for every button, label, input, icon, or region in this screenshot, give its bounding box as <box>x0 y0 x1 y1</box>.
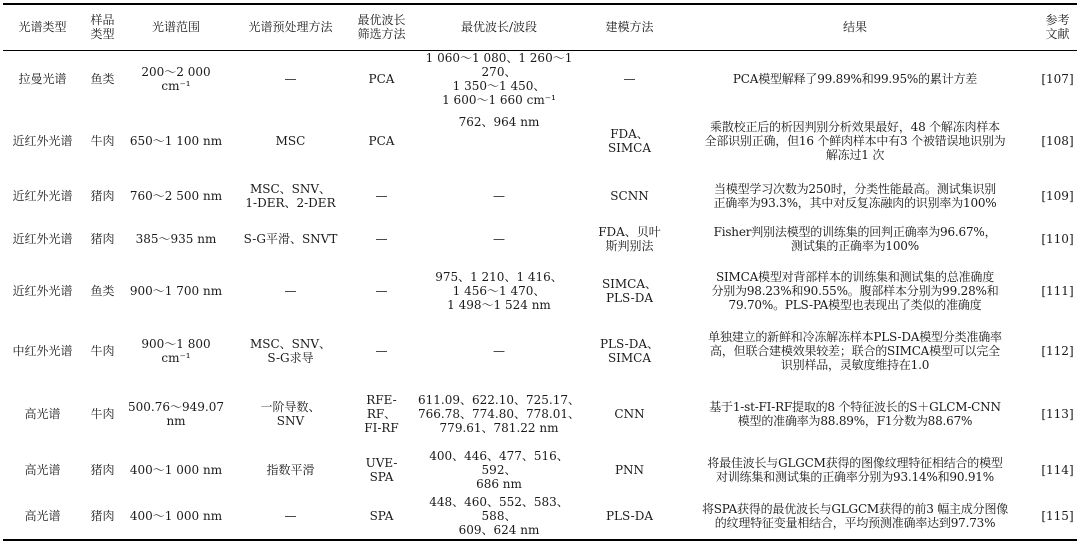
table-cell: — <box>229 494 352 540</box>
data-table <box>3 3 1077 541</box>
table-cell: 高光谱 <box>3 494 82 540</box>
table-cell: 900～1 700 nm <box>129 283 223 298</box>
table-cell: 近红外光谱 <box>12 283 73 298</box>
table-cell: — <box>493 343 505 358</box>
table-cell: — <box>493 232 505 246</box>
table-cell: 猪肉 <box>82 494 123 540</box>
table-cell: 猪肉 <box>90 232 115 246</box>
table-cell: — <box>284 283 297 298</box>
table-cell: 鱼类 <box>90 283 115 298</box>
table-cell: MSC、SNV、 S-G求导 <box>249 336 332 365</box>
table-row <box>3 261 1077 321</box>
table-cell: — <box>623 71 636 86</box>
header-cell: 参考 文献 <box>1038 4 1077 50</box>
table-cell: 900～1 800 cm⁻¹ <box>141 336 211 365</box>
table-cell: — <box>375 232 388 246</box>
table-cell: — <box>375 283 388 298</box>
table-cell: PLS-DA <box>587 494 672 540</box>
table-cell: — <box>493 189 505 203</box>
table-cell: — <box>375 343 388 358</box>
table-cell: FDA、 SIMCA <box>607 126 652 155</box>
table-cell: PLS-DA、 SIMCA <box>599 336 660 365</box>
table-cell: — <box>375 189 388 203</box>
table-cell: 385～935 nm <box>135 232 217 246</box>
table-cell: 乘散校正后的析因判别分析效果最好，48 个解冻肉样本 全部识别正确，但16 个鲜肉样本中有3 个被错误地识别为 解冻过1 次 <box>704 119 1006 162</box>
table-cell: 400、446、477、516、592、 686 nm <box>429 449 569 491</box>
header-cell: 光谱预处理方法 <box>229 4 352 50</box>
table-row <box>3 321 1077 381</box>
table-cell: 200～2 000 cm⁻¹ <box>141 64 211 93</box>
table-cell: 高光谱 <box>24 463 61 477</box>
table-cell: 650～1 100 nm <box>129 133 223 148</box>
table-cell: 1 060～1 080、1 260～1 270、 1 350～1 450、 1 600～1 660 cm⁻¹ <box>425 50 573 107</box>
table-row <box>3 381 1077 447</box>
table-cell: 拉曼光谱 <box>18 71 67 86</box>
table-cell: 762、964 nm <box>458 114 540 129</box>
table-cell: FDA、贝叶 斯判别法 <box>598 225 661 253</box>
table-row <box>3 107 1077 175</box>
table-cell: PCA模型解释了99.89%和99.95%的累计方差 <box>732 71 978 86</box>
table-cell: 975、1 210、1 416、 1 456～1 470、 1 498～1 524 nm <box>435 269 563 312</box>
table-cell: SIMCA模型对背部样本的训练集和测试集的总准确度 分别为98.23%和90.55%。腹部样本分别为99.28%和 79.70%。PLS-PA模型也表现出了类似的准确度 <box>711 269 999 312</box>
table-cell: MSC <box>275 133 306 148</box>
table-row <box>3 50 1077 107</box>
table-cell: CNN <box>614 406 645 421</box>
table-cell: [114] <box>1041 463 1074 477</box>
table-cell: 猪肉 <box>90 189 115 203</box>
table-cell: 将SPA获得的最优波长与GLGCM获得的前3 幅主成分图像 的纹理特征变量相结合，平均预测准确率达到97.73% <box>672 494 1038 540</box>
table-cell: SCNN <box>610 189 649 203</box>
table-cell: 611.09、622.10、725.17、 766.78、774.80、778.01、 779.61、781.22 nm <box>418 392 580 435</box>
table-cell: 一阶导数、 SNV <box>260 399 321 428</box>
table-cell: PCA <box>368 71 395 86</box>
header-row <box>3 4 1077 50</box>
table-row <box>3 218 1077 261</box>
table-cell: 400～1 000 nm <box>129 463 223 477</box>
table-cell: 当模型学习次数为250时，分类性能最高。测试集识别 正确率为93.3%，其中对反复冻融肉的识别率为100% <box>713 182 997 210</box>
table-cell: 近红外光谱 <box>12 189 73 203</box>
table-cell: [107] <box>1041 71 1074 86</box>
table-cell: 高光谱 <box>24 406 61 421</box>
table-cell: [110] <box>1041 232 1074 246</box>
table-cell: 鱼类 <box>90 71 115 86</box>
table-cell: MSC、SNV、 1-DER、2-DER <box>245 182 336 210</box>
table-cell: 猪肉 <box>90 463 115 477</box>
header-cell: 样品 类型 <box>82 4 123 50</box>
table-cell: [112] <box>1041 343 1074 358</box>
table-cell: 400～1 000 nm <box>123 494 229 540</box>
header-cell: 最优波长/波段 <box>411 4 587 50</box>
table-cell: 将最佳波长与GLGCM获得的图像纹理特征相结合的模型 对训练集和测试集的正确率分别为93.14%和90.91% <box>707 456 1003 484</box>
table-cell: SPA <box>352 494 411 540</box>
header-cell: 结果 <box>672 4 1038 50</box>
table-cell: 760～2 500 nm <box>129 189 223 203</box>
table-cell: 牛肉 <box>90 343 115 358</box>
header-cell: 光谱范围 <box>123 4 229 50</box>
table-cell: [113] <box>1041 406 1074 421</box>
table-cell: 牛肉 <box>90 406 115 421</box>
table-cell: 近红外光谱 <box>12 232 73 246</box>
table-cell: [109] <box>1041 189 1074 203</box>
table-cell: Fisher判别法模型的训练集的回判正确率为96.67%， 测试集的正确率为100% <box>713 225 997 253</box>
table-cell: 牛肉 <box>90 133 115 148</box>
table-cell: 基于1-st-FI-RF提取的8 个特征波长的S＋GLCM-CNN 模型的准确率为88.89%，F1分数为88.67% <box>709 399 1001 428</box>
header-cell: 最优波长 筛选方法 <box>352 4 411 50</box>
table-row <box>3 175 1077 218</box>
table-cell: [108] <box>1041 133 1074 148</box>
table-cell: S-G平滑、SNVT <box>243 232 338 246</box>
table-cell: 指数平滑 <box>266 463 315 477</box>
table-cell: 448、460、552、583、588、 609、624 nm <box>411 494 587 540</box>
table-cell: 单独建立的新鲜和冷冻解冻样本PLS-DA模型分类准确率 高，但联合建模效果较差；联合的SIMCA模型可以完全 识别样品，灵敏度维持在1.0 <box>708 329 1002 372</box>
table-cell: PNN <box>614 463 645 477</box>
table-cell: 500.76～949.07 nm <box>128 399 224 428</box>
table-cell: SIMCA、 PLS-DA <box>601 276 658 305</box>
table-cell: — <box>284 71 297 86</box>
table-cell: [111] <box>1041 283 1074 298</box>
table-row <box>3 447 1077 494</box>
table-cell: UVE-SPA <box>365 456 398 484</box>
table-cell: 中红外光谱 <box>12 343 73 358</box>
header-cell: 建模方法 <box>587 4 672 50</box>
table-cell: 近红外光谱 <box>12 133 73 148</box>
table-cell: PCA <box>368 133 395 148</box>
table-row <box>3 494 1077 540</box>
table-cell: RFE-RF、 FI-RF <box>364 392 399 435</box>
header-cell: 光谱类型 <box>3 4 82 50</box>
table-cell: [115] <box>1038 494 1077 540</box>
